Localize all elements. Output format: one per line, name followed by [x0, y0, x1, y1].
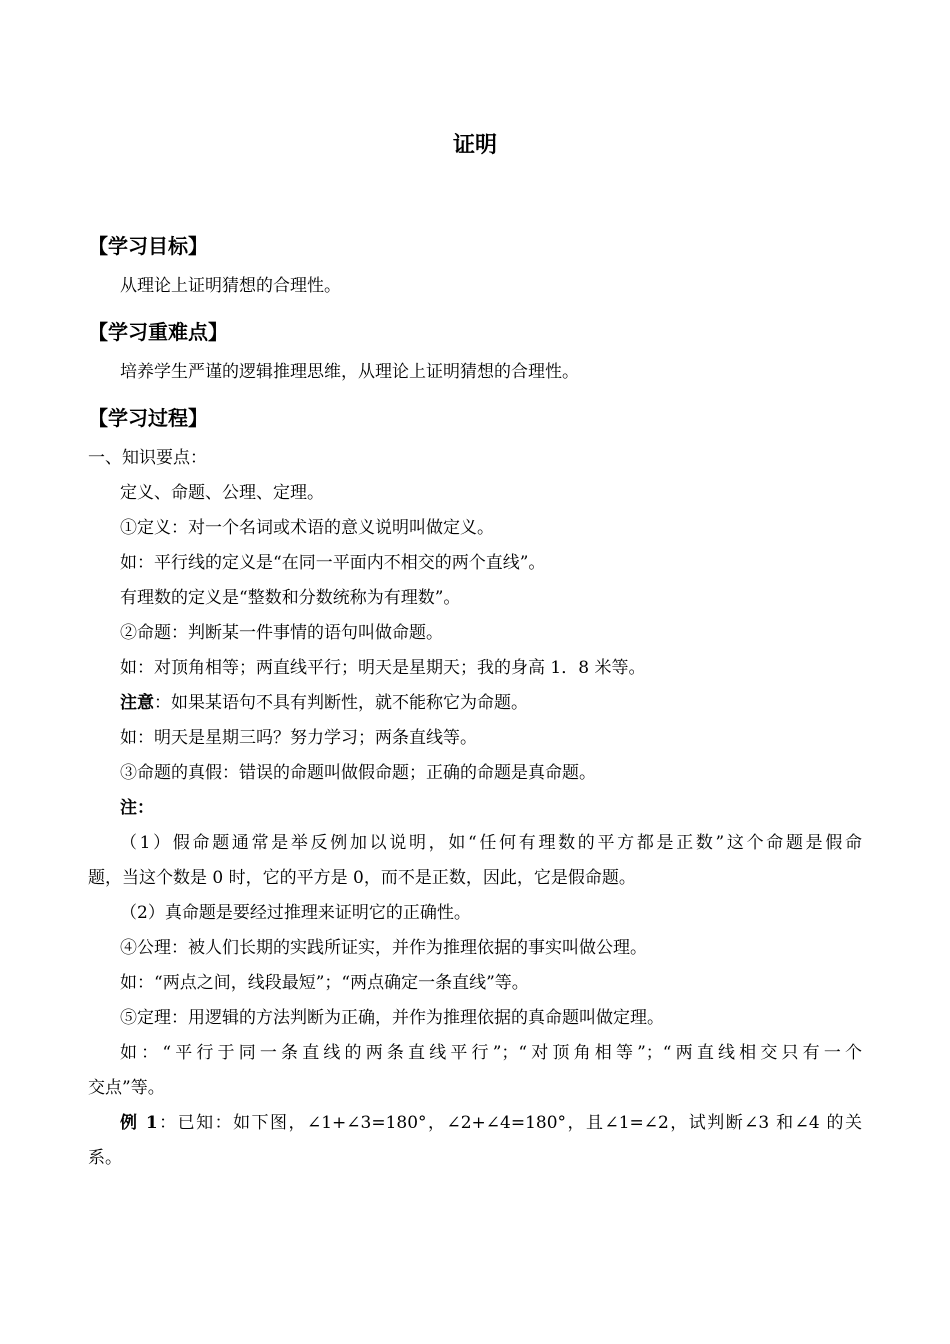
goal-text: 从理论上证明猜想的合理性。 [120, 276, 341, 296]
content-line: 如：对顶角相等；两直线平行；明天是星期天；我的身高 1．8 米等。 [120, 658, 646, 678]
definition-line: ①定义：对一个名词或术语的意义说明叫做定义。 [120, 518, 494, 538]
content-line: 如：“平行于同一条直线的两条直线平行”；“对顶角相等”；“两直线相交只有一个 [120, 1043, 862, 1063]
knowledge-points-heading: 一、知识要点： [88, 448, 207, 468]
content-line: 定义、命题、公理、定理。 [120, 483, 324, 503]
example-text: ：已知：如下图，∠1+∠3=180°，∠2+∠4=180°，且∠1=∠2，试判断∠3 和∠4 的关 [157, 1113, 863, 1133]
note-label: 注意 [120, 693, 154, 713]
content-line: 如：明天是星期三吗？努力学习；两条直线等。 [120, 728, 477, 748]
content-line: （2）真命题是要经过推理来证明它的正确性。 [120, 903, 471, 923]
content-line: 有理数的定义是“整数和分数统称为有理数”。 [120, 588, 461, 608]
content-line: 交点”等。 [88, 1078, 165, 1098]
note-text: ：如果某语句不具有判断性，就不能称它为命题。 [154, 693, 528, 713]
proposition-line: ②命题：判断某一件事情的语句叫做命题。 [120, 623, 443, 643]
content-line: 题，当这个数是 0 时，它的平方是 0，而不是正数，因此，它是假命题。 [88, 868, 636, 888]
content-line: 系。 [88, 1148, 122, 1168]
page-title: 证明 [452, 133, 497, 158]
example-line [120, 1111, 862, 1135]
heading-learning-goals: 【学习目标】 [88, 234, 208, 258]
truth-line: ③命题的真假：错误的命题叫做假命题；正确的命题是真命题。 [120, 763, 596, 783]
axiom-line: ④公理：被人们长期的实践所证实，并作为推理依据的事实叫做公理。 [120, 938, 647, 958]
content-line: （1）假命题通常是举反例加以说明，如“任何有理数的平方都是正数”这个命题是假命 [120, 833, 862, 853]
heading-key-points: 【学习重难点】 [88, 320, 228, 344]
example-label: 例 1 [120, 1113, 158, 1133]
note-label-line: 注： [120, 798, 154, 818]
content-line: 如：平行线的定义是“在同一平面内不相交的两个直线”。 [120, 553, 546, 573]
key-points-text: 培养学生严谨的逻辑推理思维，从理论上证明猜想的合理性。 [120, 362, 579, 382]
note-line [120, 691, 528, 715]
heading-learning-process: 【学习过程】 [88, 406, 208, 430]
theorem-line: ⑤定理：用逻辑的方法判断为正确，并作为推理依据的真命题叫做定理。 [120, 1008, 664, 1028]
content-line: 如：“两点之间，线段最短”；“两点确定一条直线”等。 [120, 973, 529, 993]
